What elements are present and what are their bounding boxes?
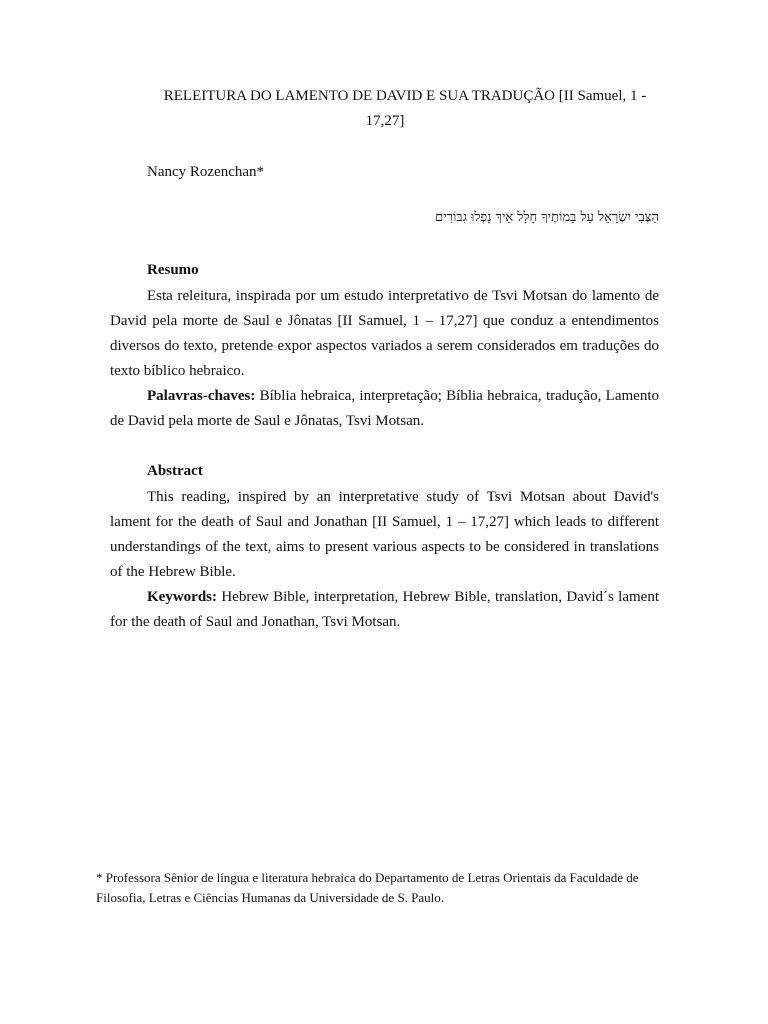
- resumo-keywords-label: Palavras-chaves:: [147, 388, 256, 404]
- resumo-body: Esta releitura, inspirada por um estudo interpretativo de Tsvi Motsan do lamento de David pela morte de Saul e Jônatas [II Samuel, 1 – 17,27] que conduz a entendimentos diversos do texto, pretende expor aspectos variados a serem considerados em traduções do texto bíblico hebraico.: [110, 288, 659, 379]
- resumo-heading: Resumo: [147, 262, 199, 278]
- paper-title: RELEITURA DO LAMENTO DE DAVID E SUA TRADUÇÃO [II Samuel, 1 -: [163, 88, 647, 104]
- hebrew-epigraph: הַצְּבִי יִשְׂרָאֵל עַל בָּמוֹתֶיךָ חָלָל אֵיךְ נָפְלוּ גִבּוֹרִים: [435, 210, 659, 225]
- abstract-heading: Abstract: [147, 463, 203, 479]
- author-footnote: * Professora Sênior de língua e literatura hebraica do Departamento de Letras Orientais da Faculdade de Filosofia, Letras e Ciências Humanas da Universidade de S. Paulo.: [96, 870, 639, 905]
- abstract-keywords-text: Hebrew Bible, interpretation, Hebrew Bible, translation, David´s lament for the death of Saul and Jonathan, Tsvi Motsan.: [110, 589, 659, 630]
- abstract-keywords: [110, 585, 659, 635]
- resumo-keywords: [110, 384, 659, 434]
- abstract-body: This reading, inspired by an interpretative study of Tsvi Motsan about David's lament for the death of Saul and Jonathan [II Samuel, 1 – 17,27] which leads to different understandings of the text, aims to present various aspects to be considered in translations of the Hebrew Bible.: [110, 489, 659, 580]
- author-name: Nancy Rozenchan*: [147, 164, 265, 180]
- abstract-keywords-label: Keywords:: [147, 589, 217, 605]
- resumo-keywords-text: Bíblia hebraica, interpretação; Bíblia hebraica, tradução, Lamento de David pela morte de Saul e Jônatas, Tsvi Motsan.: [110, 388, 659, 429]
- paper-title-continuation: 17,27]: [365, 113, 405, 129]
